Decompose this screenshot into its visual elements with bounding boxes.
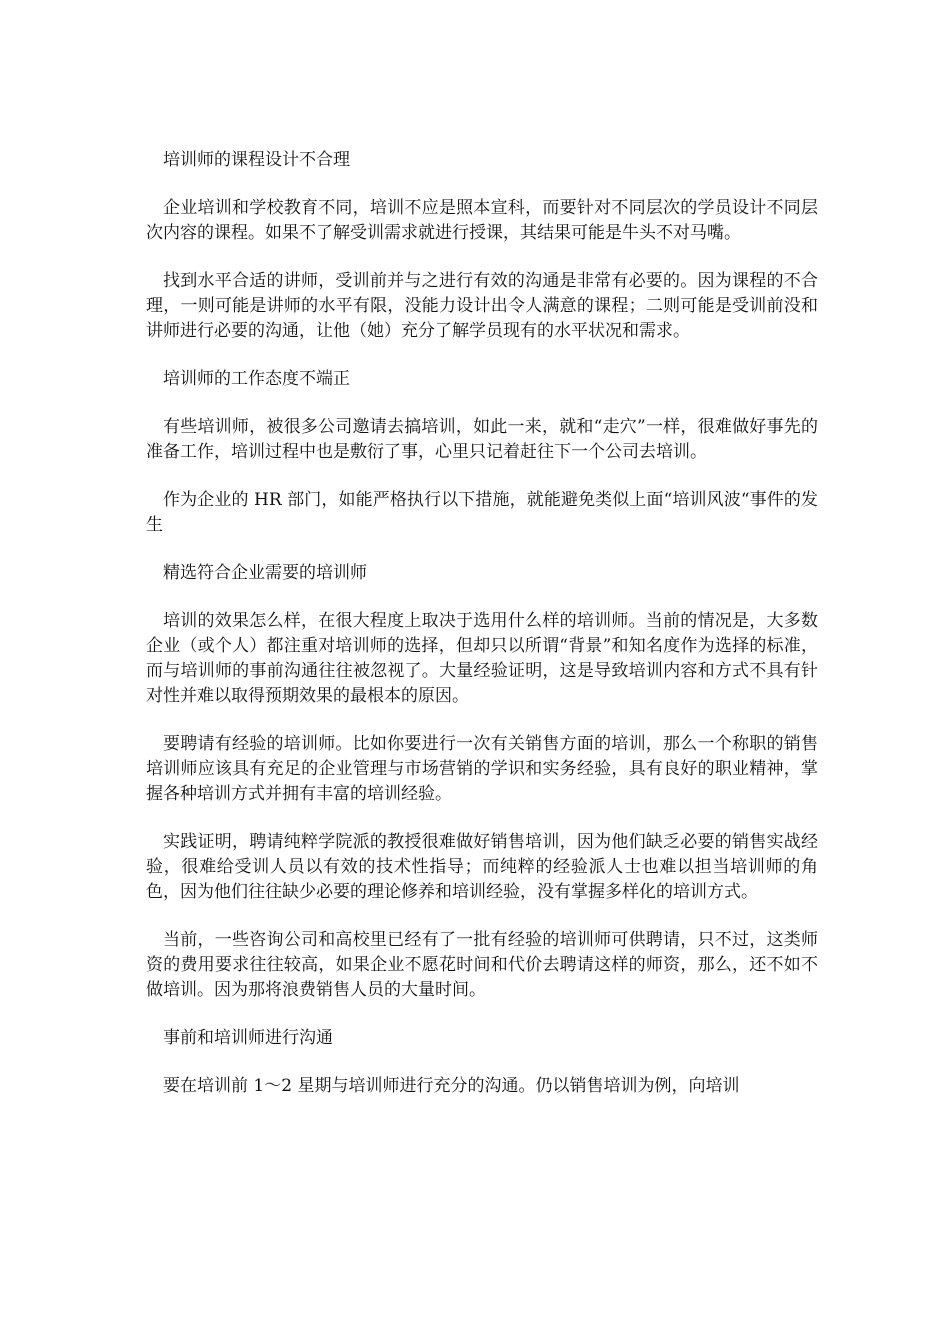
body-paragraph: 要聘请有经验的培训师。比如你要进行一次有关销售方面的培训，那么一个称职的销售培训师应该具有充足的企业管理与市场营销的学识和实务经验，具有良好的职业精神，掌握各种培训方式并拥有丰富的培训经验。 bbox=[146, 734, 818, 804]
section-heading: 事前和培训师进行沟通 bbox=[163, 1028, 333, 1048]
section-heading: 培训师的课程设计不合理 bbox=[163, 150, 350, 170]
body-paragraph: 当前，一些咨询公司和高校里已经有了一批有经验的培训师可供聘请，只不过，这类师资的费用要求往往较高，如果企业不愿花时间和代价去聘请这样的师资，那么，还不如不做培训。因为那将浪费销售人员的大量时间。 bbox=[146, 930, 818, 1000]
body-paragraph: 作为企业的 HR 部门，如能严格执行以下措施，就能避免类似上面“培训风波“事件的发生 bbox=[146, 490, 818, 535]
document-page bbox=[146, 148, 818, 1122]
section-heading: 培训师的工作态度不端正 bbox=[163, 369, 350, 389]
body-paragraph: 要在培训前 1～2 星期与培训师进行充分的沟通。仍以销售培训为例，向培训 bbox=[163, 1076, 740, 1096]
body-paragraph: 找到水平合适的讲师，受训前并与之进行有效的沟通是非常有必要的。因为课程的不合理，一则可能是讲师的水平有限，没能力设计出令人满意的课程；二则可能是受训前没和讲师进行必要的沟通，让他（她）充分了解学员现有的水平状况和需求。 bbox=[146, 271, 818, 341]
body-paragraph: 有些培训师，被很多公司邀请去搞培训，如此一来，就和“走穴”一样，很难做好事先的准备工作，培训过程中也是敷衍了事，心里只记着赶往下一个公司去培训。 bbox=[146, 417, 818, 462]
body-paragraph: 培训的效果怎么样，在很大程度上取决于选用什么样的培训师。当前的情况是，大多数企业（或个人）都注重对培训师的选择，但却只以所谓“背景”和知名度作为选择的标准，而与培训师的事前沟通往往被忽视了。大量经验证明，这是导致培训内容和方式不具有针对性并难以取得预期效果的最根本的原因。 bbox=[146, 611, 818, 706]
body-paragraph: 实践证明，聘请纯粹学院派的教授很难做好销售培训，因为他们缺乏必要的销售实战经验，很难给受训人员以有效的技术性指导；而纯粹的经验派人士也难以担当培训师的角色，因为他们往往缺少必要的理论修养和培训经验，没有掌握多样化的培训方式。 bbox=[146, 832, 818, 902]
body-paragraph: 企业培训和学校教育不同，培训不应是照本宣科，而要针对不同层次的学员设计不同层次内容的课程。如果不了解受训需求就进行授课，其结果可能是牛头不对马嘴。 bbox=[146, 198, 818, 243]
section-heading: 精选符合企业需要的培训师 bbox=[163, 563, 367, 583]
